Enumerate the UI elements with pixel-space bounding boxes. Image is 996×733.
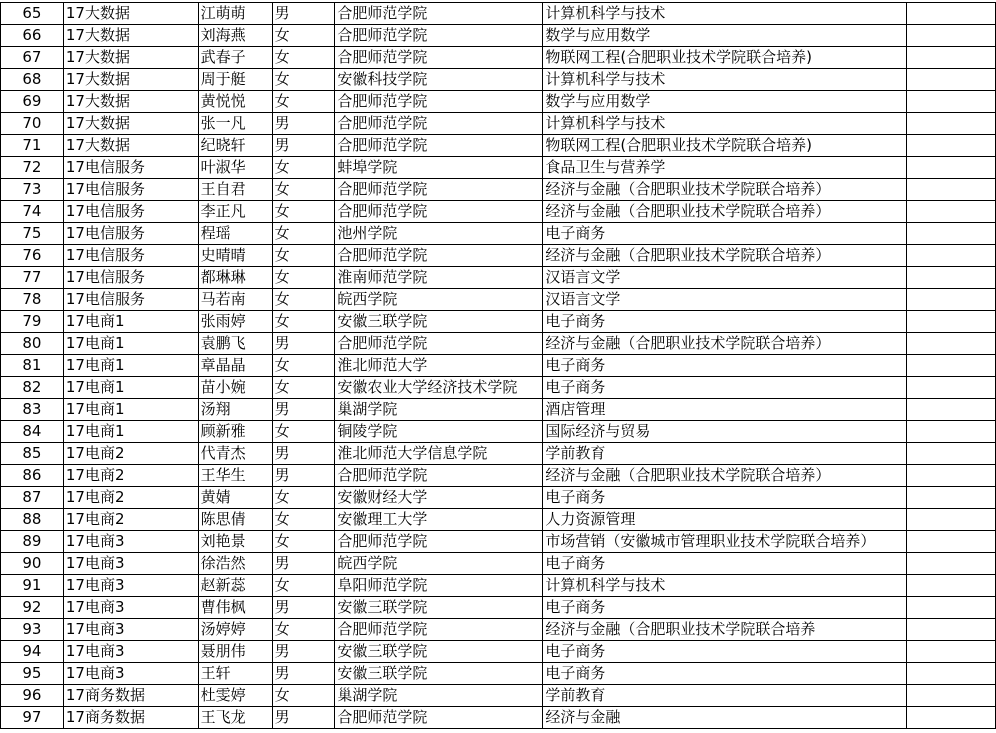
table-row bbox=[1, 597, 996, 619]
school-cell[interactable]: 合肥师范学院 bbox=[335, 333, 543, 355]
major-cell[interactable]: 学前教育 bbox=[543, 443, 907, 465]
table-row bbox=[1, 267, 996, 289]
school-cell[interactable]: 皖西学院 bbox=[335, 553, 543, 575]
class-cell[interactable]: 17电信服务 bbox=[63, 223, 198, 245]
major-cell[interactable]: 电子商务 bbox=[543, 377, 907, 399]
gender-cell[interactable]: 男 bbox=[272, 333, 335, 355]
gender-cell[interactable]: 男 bbox=[272, 113, 335, 135]
table-row bbox=[1, 355, 996, 377]
extra-cell[interactable] bbox=[907, 443, 996, 465]
class-cell[interactable]: 17大数据 bbox=[63, 135, 198, 157]
class-cell[interactable]: 17电商3 bbox=[63, 641, 198, 663]
major-cell[interactable]: 物联网工程(合肥职业技术学院联合培养) bbox=[543, 47, 907, 69]
class-cell[interactable]: 17电信服务 bbox=[63, 157, 198, 179]
name-cell[interactable]: 张雨婷 bbox=[198, 311, 272, 333]
row-number[interactable]: 97 bbox=[1, 707, 64, 729]
name-cell[interactable]: 程瑶 bbox=[198, 223, 272, 245]
major-cell[interactable]: 市场营销（安徽城市管理职业技术学院联合培养） bbox=[543, 531, 907, 553]
major-cell[interactable]: 计算机科学与技术 bbox=[543, 575, 907, 597]
school-cell[interactable]: 阜阳师范学院 bbox=[335, 575, 543, 597]
row-number[interactable]: 68 bbox=[1, 69, 64, 91]
major-cell[interactable]: 电子商务 bbox=[543, 487, 907, 509]
major-cell[interactable]: 酒店管理 bbox=[543, 399, 907, 421]
row-number[interactable]: 81 bbox=[1, 355, 64, 377]
class-cell[interactable]: 17电商1 bbox=[63, 355, 198, 377]
extra-cell[interactable] bbox=[907, 135, 996, 157]
table-row bbox=[1, 575, 996, 597]
gender-cell[interactable]: 女 bbox=[272, 267, 335, 289]
extra-cell[interactable] bbox=[907, 333, 996, 355]
name-cell[interactable]: 王飞龙 bbox=[198, 707, 272, 729]
row-number[interactable]: 88 bbox=[1, 509, 64, 531]
table-row bbox=[1, 69, 996, 91]
name-cell[interactable]: 黄悦悦 bbox=[198, 91, 272, 113]
table-row bbox=[1, 135, 996, 157]
name-cell[interactable]: 徐浩然 bbox=[198, 553, 272, 575]
row-number[interactable]: 87 bbox=[1, 487, 64, 509]
row-number[interactable]: 91 bbox=[1, 575, 64, 597]
table-row bbox=[1, 553, 996, 575]
name-cell[interactable]: 曹伟枫 bbox=[198, 597, 272, 619]
school-cell[interactable]: 淮北师范大学 bbox=[335, 355, 543, 377]
extra-cell[interactable] bbox=[907, 201, 996, 223]
name-cell[interactable]: 刘海燕 bbox=[198, 25, 272, 47]
major-cell[interactable]: 经济与金融（合肥职业技术学院联合培养） bbox=[543, 465, 907, 487]
table-row bbox=[1, 377, 996, 399]
school-cell[interactable]: 蚌埠学院 bbox=[335, 157, 543, 179]
major-cell[interactable]: 经济与金融（合肥职业技术学院联合培养） bbox=[543, 179, 907, 201]
table-row bbox=[1, 531, 996, 553]
gender-cell[interactable]: 男 bbox=[272, 465, 335, 487]
school-cell[interactable]: 合肥师范学院 bbox=[335, 25, 543, 47]
gender-cell[interactable]: 男 bbox=[272, 663, 335, 685]
class-cell[interactable]: 17大数据 bbox=[63, 69, 198, 91]
class-cell[interactable]: 17电商2 bbox=[63, 509, 198, 531]
gender-cell[interactable]: 女 bbox=[272, 25, 335, 47]
row-number[interactable]: 96 bbox=[1, 685, 64, 707]
name-cell[interactable]: 李正凡 bbox=[198, 201, 272, 223]
gender-cell[interactable]: 女 bbox=[272, 201, 335, 223]
table-row bbox=[1, 113, 996, 135]
table-row bbox=[1, 311, 996, 333]
gender-cell[interactable]: 女 bbox=[272, 531, 335, 553]
school-cell[interactable]: 合肥师范学院 bbox=[335, 531, 543, 553]
major-cell[interactable]: 经济与金融（合肥职业技术学院联合培养 bbox=[543, 619, 907, 641]
school-cell[interactable]: 淮北师范大学信息学院 bbox=[335, 443, 543, 465]
name-cell[interactable]: 代青杰 bbox=[198, 443, 272, 465]
name-cell[interactable]: 叶淑华 bbox=[198, 157, 272, 179]
row-number[interactable]: 95 bbox=[1, 663, 64, 685]
row-number[interactable]: 79 bbox=[1, 311, 64, 333]
row-number[interactable]: 71 bbox=[1, 135, 64, 157]
table-row bbox=[1, 707, 996, 729]
name-cell[interactable]: 王自君 bbox=[198, 179, 272, 201]
extra-cell[interactable] bbox=[907, 509, 996, 531]
gender-cell[interactable]: 女 bbox=[272, 509, 335, 531]
name-cell[interactable]: 袁鹏飞 bbox=[198, 333, 272, 355]
extra-cell[interactable] bbox=[907, 553, 996, 575]
major-cell[interactable]: 电子商务 bbox=[543, 553, 907, 575]
name-cell[interactable]: 都琳琳 bbox=[198, 267, 272, 289]
major-cell[interactable]: 计算机科学与技术 bbox=[543, 113, 907, 135]
major-cell[interactable]: 计算机科学与技术 bbox=[543, 69, 907, 91]
school-cell[interactable]: 安徽三联学院 bbox=[335, 311, 543, 333]
school-cell[interactable]: 淮南师范学院 bbox=[335, 267, 543, 289]
gender-cell[interactable]: 女 bbox=[272, 685, 335, 707]
gender-cell[interactable]: 女 bbox=[272, 619, 335, 641]
class-cell[interactable]: 17电商1 bbox=[63, 377, 198, 399]
extra-cell[interactable] bbox=[907, 157, 996, 179]
major-cell[interactable]: 汉语言文学 bbox=[543, 267, 907, 289]
major-cell[interactable]: 经济与金融（合肥职业技术学院联合培养） bbox=[543, 201, 907, 223]
gender-cell[interactable]: 女 bbox=[272, 179, 335, 201]
table-row bbox=[1, 465, 996, 487]
table-row bbox=[1, 157, 996, 179]
table-row bbox=[1, 641, 996, 663]
major-cell[interactable]: 电子商务 bbox=[543, 355, 907, 377]
major-cell[interactable]: 电子商务 bbox=[543, 641, 907, 663]
class-cell[interactable]: 17大数据 bbox=[63, 3, 198, 25]
extra-cell[interactable] bbox=[907, 575, 996, 597]
table-row bbox=[1, 3, 996, 25]
extra-cell[interactable] bbox=[907, 399, 996, 421]
gender-cell[interactable]: 男 bbox=[272, 399, 335, 421]
major-cell[interactable]: 人力资源管理 bbox=[543, 509, 907, 531]
row-number[interactable]: 94 bbox=[1, 641, 64, 663]
school-cell[interactable]: 合肥师范学院 bbox=[335, 113, 543, 135]
gender-cell[interactable]: 女 bbox=[272, 355, 335, 377]
gender-cell[interactable]: 男 bbox=[272, 3, 335, 25]
school-cell[interactable]: 安徽理工大学 bbox=[335, 509, 543, 531]
major-cell[interactable]: 电子商务 bbox=[543, 597, 907, 619]
class-cell[interactable]: 17电商1 bbox=[63, 421, 198, 443]
class-cell[interactable]: 17大数据 bbox=[63, 25, 198, 47]
row-number[interactable]: 80 bbox=[1, 333, 64, 355]
gender-cell[interactable]: 女 bbox=[272, 157, 335, 179]
name-cell[interactable]: 张一凡 bbox=[198, 113, 272, 135]
extra-cell[interactable] bbox=[907, 597, 996, 619]
school-cell[interactable]: 安徽财经大学 bbox=[335, 487, 543, 509]
school-cell[interactable]: 合肥师范学院 bbox=[335, 201, 543, 223]
school-cell[interactable]: 安徽三联学院 bbox=[335, 641, 543, 663]
class-cell[interactable]: 17电商1 bbox=[63, 399, 198, 421]
school-cell[interactable]: 铜陵学院 bbox=[335, 421, 543, 443]
school-cell[interactable]: 合肥师范学院 bbox=[335, 179, 543, 201]
extra-cell[interactable] bbox=[907, 47, 996, 69]
table-row bbox=[1, 91, 996, 113]
gender-cell[interactable]: 男 bbox=[272, 707, 335, 729]
extra-cell[interactable] bbox=[907, 619, 996, 641]
row-number[interactable]: 92 bbox=[1, 597, 64, 619]
gender-cell[interactable]: 女 bbox=[272, 311, 335, 333]
major-cell[interactable]: 经济与金融（合肥职业技术学院联合培养） bbox=[543, 245, 907, 267]
name-cell[interactable]: 王华生 bbox=[198, 465, 272, 487]
major-cell[interactable]: 数学与应用数学 bbox=[543, 91, 907, 113]
table-row bbox=[1, 245, 996, 267]
class-cell[interactable]: 17电信服务 bbox=[63, 267, 198, 289]
row-number[interactable]: 72 bbox=[1, 157, 64, 179]
school-cell[interactable]: 合肥师范学院 bbox=[335, 465, 543, 487]
major-cell[interactable]: 电子商务 bbox=[543, 223, 907, 245]
extra-cell[interactable] bbox=[907, 465, 996, 487]
gender-cell[interactable]: 女 bbox=[272, 575, 335, 597]
extra-cell[interactable] bbox=[907, 113, 996, 135]
class-cell[interactable]: 17电商3 bbox=[63, 531, 198, 553]
extra-cell[interactable] bbox=[907, 377, 996, 399]
class-cell[interactable]: 17电信服务 bbox=[63, 201, 198, 223]
major-cell[interactable]: 经济与金融（合肥职业技术学院联合培养） bbox=[543, 333, 907, 355]
row-number[interactable]: 86 bbox=[1, 465, 64, 487]
table-row bbox=[1, 421, 996, 443]
gender-cell[interactable]: 女 bbox=[272, 223, 335, 245]
class-cell[interactable]: 17电商2 bbox=[63, 487, 198, 509]
class-cell[interactable]: 17电信服务 bbox=[63, 245, 198, 267]
class-cell[interactable]: 17商务数据 bbox=[63, 707, 198, 729]
school-cell[interactable]: 合肥师范学院 bbox=[335, 3, 543, 25]
extra-cell[interactable] bbox=[907, 179, 996, 201]
school-cell[interactable]: 合肥师范学院 bbox=[335, 91, 543, 113]
table-row bbox=[1, 663, 996, 685]
table-row bbox=[1, 47, 996, 69]
table-row bbox=[1, 509, 996, 531]
extra-cell[interactable] bbox=[907, 707, 996, 729]
table-row bbox=[1, 223, 996, 245]
school-cell[interactable]: 合肥师范学院 bbox=[335, 707, 543, 729]
extra-cell[interactable] bbox=[907, 69, 996, 91]
row-number[interactable]: 83 bbox=[1, 399, 64, 421]
table-row bbox=[1, 685, 996, 707]
class-cell[interactable]: 17大数据 bbox=[63, 47, 198, 69]
extra-cell[interactable] bbox=[907, 685, 996, 707]
extra-cell[interactable] bbox=[907, 663, 996, 685]
class-cell[interactable]: 17电商3 bbox=[63, 663, 198, 685]
row-number[interactable]: 77 bbox=[1, 267, 64, 289]
table-row bbox=[1, 487, 996, 509]
class-cell[interactable]: 17大数据 bbox=[63, 91, 198, 113]
name-cell[interactable]: 周于艇 bbox=[198, 69, 272, 91]
table-row bbox=[1, 443, 996, 465]
student-admission-table bbox=[0, 2, 996, 729]
table-row bbox=[1, 179, 996, 201]
school-cell[interactable]: 合肥师范学院 bbox=[335, 619, 543, 641]
major-cell[interactable]: 国际经济与贸易 bbox=[543, 421, 907, 443]
table-row bbox=[1, 333, 996, 355]
name-cell[interactable]: 陈思倩 bbox=[198, 509, 272, 531]
class-cell[interactable]: 17电商2 bbox=[63, 465, 198, 487]
school-cell[interactable]: 合肥师范学院 bbox=[335, 47, 543, 69]
name-cell[interactable]: 章晶晶 bbox=[198, 355, 272, 377]
class-cell[interactable]: 17电信服务 bbox=[63, 289, 198, 311]
row-number[interactable]: 75 bbox=[1, 223, 64, 245]
class-cell[interactable]: 17电信服务 bbox=[63, 179, 198, 201]
gender-cell[interactable]: 女 bbox=[272, 421, 335, 443]
name-cell[interactable]: 汤翔 bbox=[198, 399, 272, 421]
gender-cell[interactable]: 男 bbox=[272, 553, 335, 575]
extra-cell[interactable] bbox=[907, 3, 996, 25]
school-cell[interactable]: 合肥师范学院 bbox=[335, 245, 543, 267]
school-cell[interactable]: 安徽三联学院 bbox=[335, 597, 543, 619]
name-cell[interactable]: 聂朋伟 bbox=[198, 641, 272, 663]
major-cell[interactable]: 物联网工程(合肥职业技术学院联合培养) bbox=[543, 135, 907, 157]
extra-cell[interactable] bbox=[907, 531, 996, 553]
major-cell[interactable]: 经济与金融 bbox=[543, 707, 907, 729]
extra-cell[interactable] bbox=[907, 289, 996, 311]
class-cell[interactable]: 17电商1 bbox=[63, 311, 198, 333]
name-cell[interactable]: 苗小婉 bbox=[198, 377, 272, 399]
school-cell[interactable]: 池州学院 bbox=[335, 223, 543, 245]
extra-cell[interactable] bbox=[907, 355, 996, 377]
class-cell[interactable]: 17电商1 bbox=[63, 333, 198, 355]
row-number[interactable]: 67 bbox=[1, 47, 64, 69]
school-cell[interactable]: 安徽科技学院 bbox=[335, 69, 543, 91]
row-number[interactable]: 84 bbox=[1, 421, 64, 443]
gender-cell[interactable]: 女 bbox=[272, 69, 335, 91]
major-cell[interactable]: 数学与应用数学 bbox=[543, 25, 907, 47]
major-cell[interactable]: 食品卫生与营养学 bbox=[543, 157, 907, 179]
gender-cell[interactable]: 女 bbox=[272, 487, 335, 509]
row-number[interactable]: 74 bbox=[1, 201, 64, 223]
name-cell[interactable]: 黄婧 bbox=[198, 487, 272, 509]
name-cell[interactable]: 刘艳景 bbox=[198, 531, 272, 553]
gender-cell[interactable]: 女 bbox=[272, 377, 335, 399]
name-cell[interactable]: 杜雯婷 bbox=[198, 685, 272, 707]
row-number[interactable]: 82 bbox=[1, 377, 64, 399]
extra-cell[interactable] bbox=[907, 267, 996, 289]
extra-cell[interactable] bbox=[907, 487, 996, 509]
gender-cell[interactable]: 女 bbox=[272, 47, 335, 69]
class-cell[interactable]: 17电商3 bbox=[63, 553, 198, 575]
name-cell[interactable]: 武春子 bbox=[198, 47, 272, 69]
name-cell[interactable]: 马若南 bbox=[198, 289, 272, 311]
class-cell[interactable]: 17商务数据 bbox=[63, 685, 198, 707]
major-cell[interactable]: 电子商务 bbox=[543, 663, 907, 685]
school-cell[interactable]: 巢湖学院 bbox=[335, 399, 543, 421]
gender-cell[interactable]: 男 bbox=[272, 135, 335, 157]
name-cell[interactable]: 史晴晴 bbox=[198, 245, 272, 267]
name-cell[interactable]: 纪晓轩 bbox=[198, 135, 272, 157]
gender-cell[interactable]: 男 bbox=[272, 443, 335, 465]
class-cell[interactable]: 17电商2 bbox=[63, 443, 198, 465]
table-row bbox=[1, 25, 996, 47]
gender-cell[interactable]: 男 bbox=[272, 641, 335, 663]
major-cell[interactable]: 计算机科学与技术 bbox=[543, 3, 907, 25]
school-cell[interactable]: 安徽农业大学经济技术学院 bbox=[335, 377, 543, 399]
extra-cell[interactable] bbox=[907, 91, 996, 113]
row-number[interactable]: 73 bbox=[1, 179, 64, 201]
table-row bbox=[1, 619, 996, 641]
major-cell[interactable]: 汉语言文学 bbox=[543, 289, 907, 311]
name-cell[interactable]: 王轩 bbox=[198, 663, 272, 685]
row-number[interactable]: 89 bbox=[1, 531, 64, 553]
table-row bbox=[1, 201, 996, 223]
class-cell[interactable]: 17电商3 bbox=[63, 575, 198, 597]
table-row bbox=[1, 289, 996, 311]
school-cell[interactable]: 巢湖学院 bbox=[335, 685, 543, 707]
extra-cell[interactable] bbox=[907, 421, 996, 443]
school-cell[interactable]: 安徽三联学院 bbox=[335, 663, 543, 685]
extra-cell[interactable] bbox=[907, 641, 996, 663]
row-number[interactable]: 93 bbox=[1, 619, 64, 641]
school-cell[interactable]: 合肥师范学院 bbox=[335, 135, 543, 157]
row-number[interactable]: 78 bbox=[1, 289, 64, 311]
row-number[interactable]: 66 bbox=[1, 25, 64, 47]
table-body bbox=[1, 3, 996, 729]
name-cell[interactable]: 赵新蕊 bbox=[198, 575, 272, 597]
name-cell[interactable]: 江萌萌 bbox=[198, 3, 272, 25]
gender-cell[interactable]: 女 bbox=[272, 245, 335, 267]
school-cell[interactable]: 皖西学院 bbox=[335, 289, 543, 311]
extra-cell[interactable] bbox=[907, 311, 996, 333]
gender-cell[interactable]: 女 bbox=[272, 91, 335, 113]
gender-cell[interactable]: 男 bbox=[272, 597, 335, 619]
class-cell[interactable]: 17大数据 bbox=[63, 113, 198, 135]
table-row bbox=[1, 399, 996, 421]
row-number[interactable]: 70 bbox=[1, 113, 64, 135]
row-number[interactable]: 85 bbox=[1, 443, 64, 465]
extra-cell[interactable] bbox=[907, 223, 996, 245]
class-cell[interactable]: 17电商3 bbox=[63, 597, 198, 619]
row-number[interactable]: 65 bbox=[1, 3, 64, 25]
row-number[interactable]: 76 bbox=[1, 245, 64, 267]
name-cell[interactable]: 顾新雅 bbox=[198, 421, 272, 443]
gender-cell[interactable]: 女 bbox=[272, 289, 335, 311]
extra-cell[interactable] bbox=[907, 25, 996, 47]
row-number[interactable]: 90 bbox=[1, 553, 64, 575]
class-cell[interactable]: 17电商3 bbox=[63, 619, 198, 641]
major-cell[interactable]: 学前教育 bbox=[543, 685, 907, 707]
major-cell[interactable]: 电子商务 bbox=[543, 311, 907, 333]
row-number[interactable]: 69 bbox=[1, 91, 64, 113]
name-cell[interactable]: 汤婷婷 bbox=[198, 619, 272, 641]
extra-cell[interactable] bbox=[907, 245, 996, 267]
